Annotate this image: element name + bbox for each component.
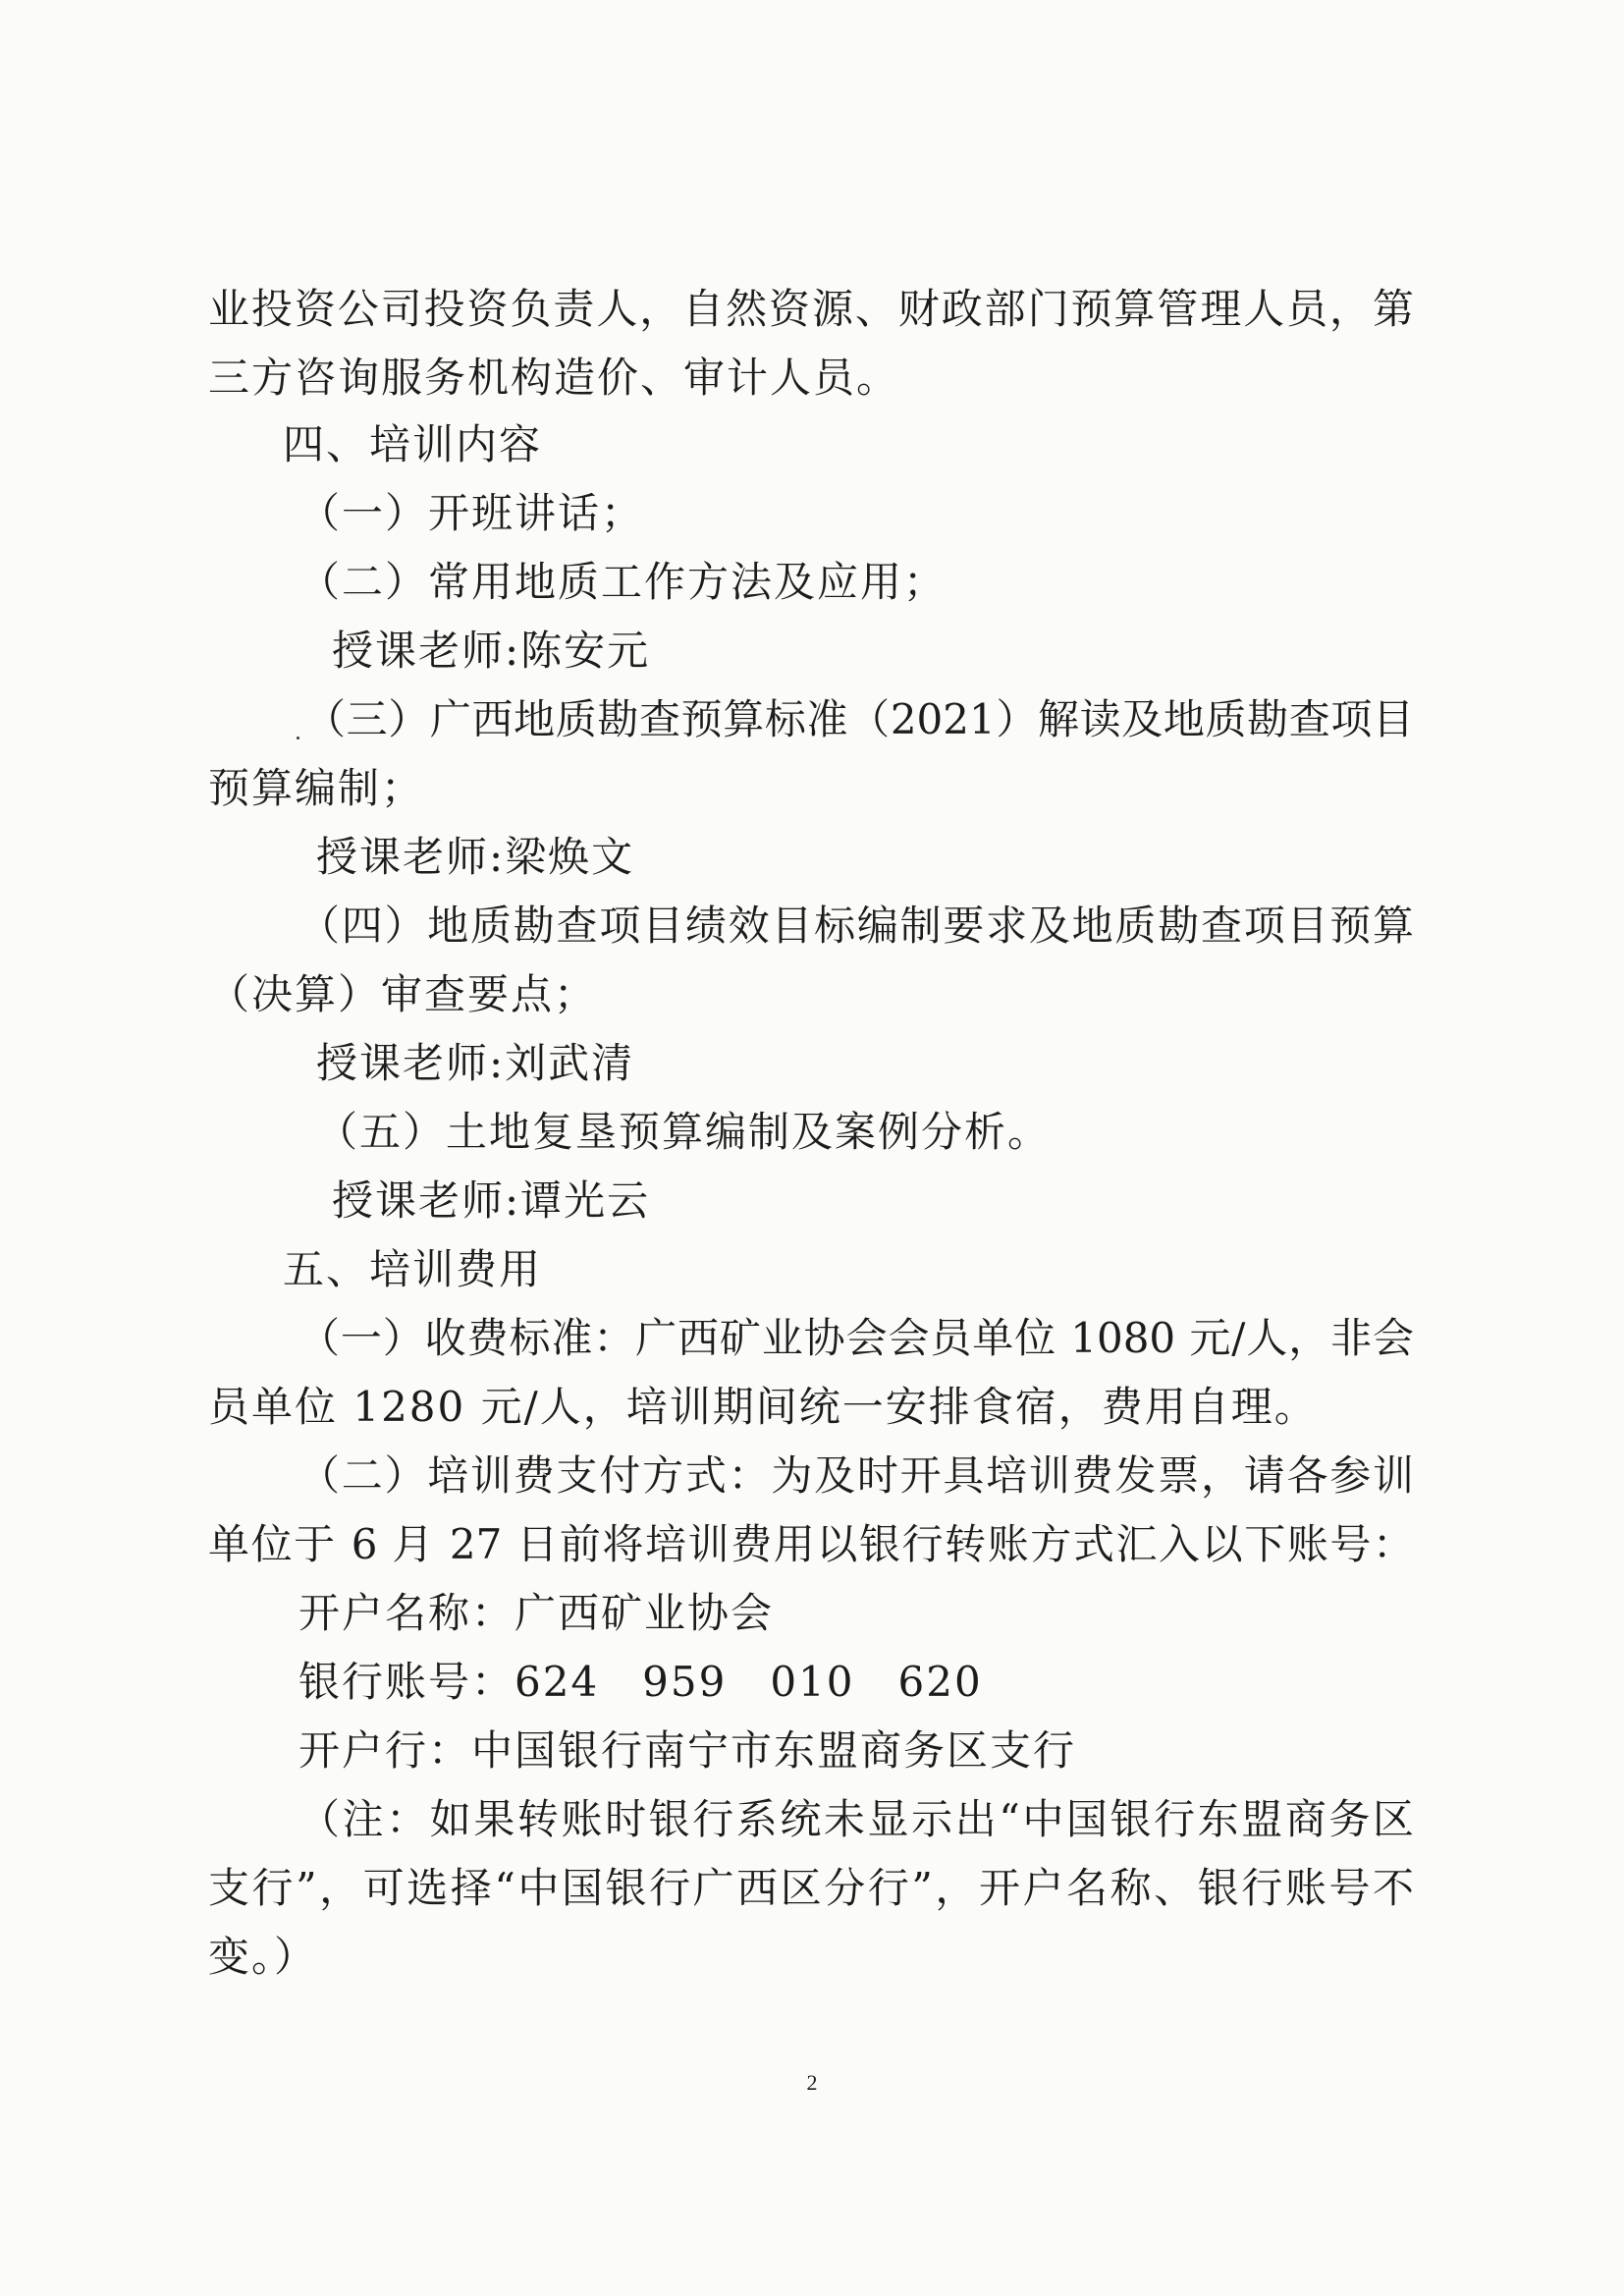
text-line: 授课老师:陈安元 <box>332 627 651 675</box>
text-line: （一）开班讲话； <box>298 489 645 537</box>
text-line: 预算编制； <box>208 764 425 812</box>
page-number: 2 <box>806 2070 818 2095</box>
account-number: 银行账号：624 959 010 620 <box>298 1658 983 1706</box>
text-line: （四）地质勘查项目绩效目标编制要求及地质勘查项目预算 <box>298 902 1414 950</box>
text-line: 三方咨询服务机构造价、审计人员。 <box>208 354 900 402</box>
note-line: 变。） <box>208 1933 318 1981</box>
note-line: （注：如果转账时银行系统未显示出“中国银行东盟商务区 <box>298 1795 1414 1843</box>
text-line: 单位于 6 月 27 日前将培训费用以银行转账方式汇入以下账号： <box>208 1520 1414 1568</box>
text-line: 授课老师:谭光云 <box>332 1176 651 1225</box>
account-name: 开户名称：广西矿业协会 <box>298 1589 775 1637</box>
note-line: 支行”，可选择“中国银行广西区分行”，开户名称、银行账号不 <box>208 1864 1414 1912</box>
text-line: （五）土地复垦预算编制及案例分析。 <box>316 1108 1052 1156</box>
text-line: （二）常用地质工作方法及应用； <box>298 558 947 606</box>
text-line: 授课老师:梁焕文 <box>316 833 635 881</box>
text-line: （决算）审查要点； <box>208 970 598 1018</box>
text-line: 授课老师:刘武清 <box>316 1039 635 1087</box>
text-line: （二）培训费支付方式：为及时开具培训费发票，请各参训 <box>298 1451 1414 1500</box>
section-heading: 四、培训内容 <box>283 420 543 468</box>
text-line: 员单位 1280 元/人，培训期间统一安排食宿，费用自理。 <box>208 1383 1318 1431</box>
bank-branch: 开户行：中国银行南宁市东盟商务区支行 <box>298 1726 1077 1775</box>
text-line: （一）收费标准：广西矿业协会会员单位 1080 元/人，非会 <box>298 1314 1414 1362</box>
scan-mark <box>297 737 299 739</box>
text-line: （三）广西地质勘查预算标准（2021）解读及地质勘查项目 <box>304 695 1414 743</box>
text-line: 业投资公司投资负责人，自然资源、财政部门预算管理人员，第 <box>208 285 1414 333</box>
section-heading: 五、培训费用 <box>283 1245 543 1293</box>
